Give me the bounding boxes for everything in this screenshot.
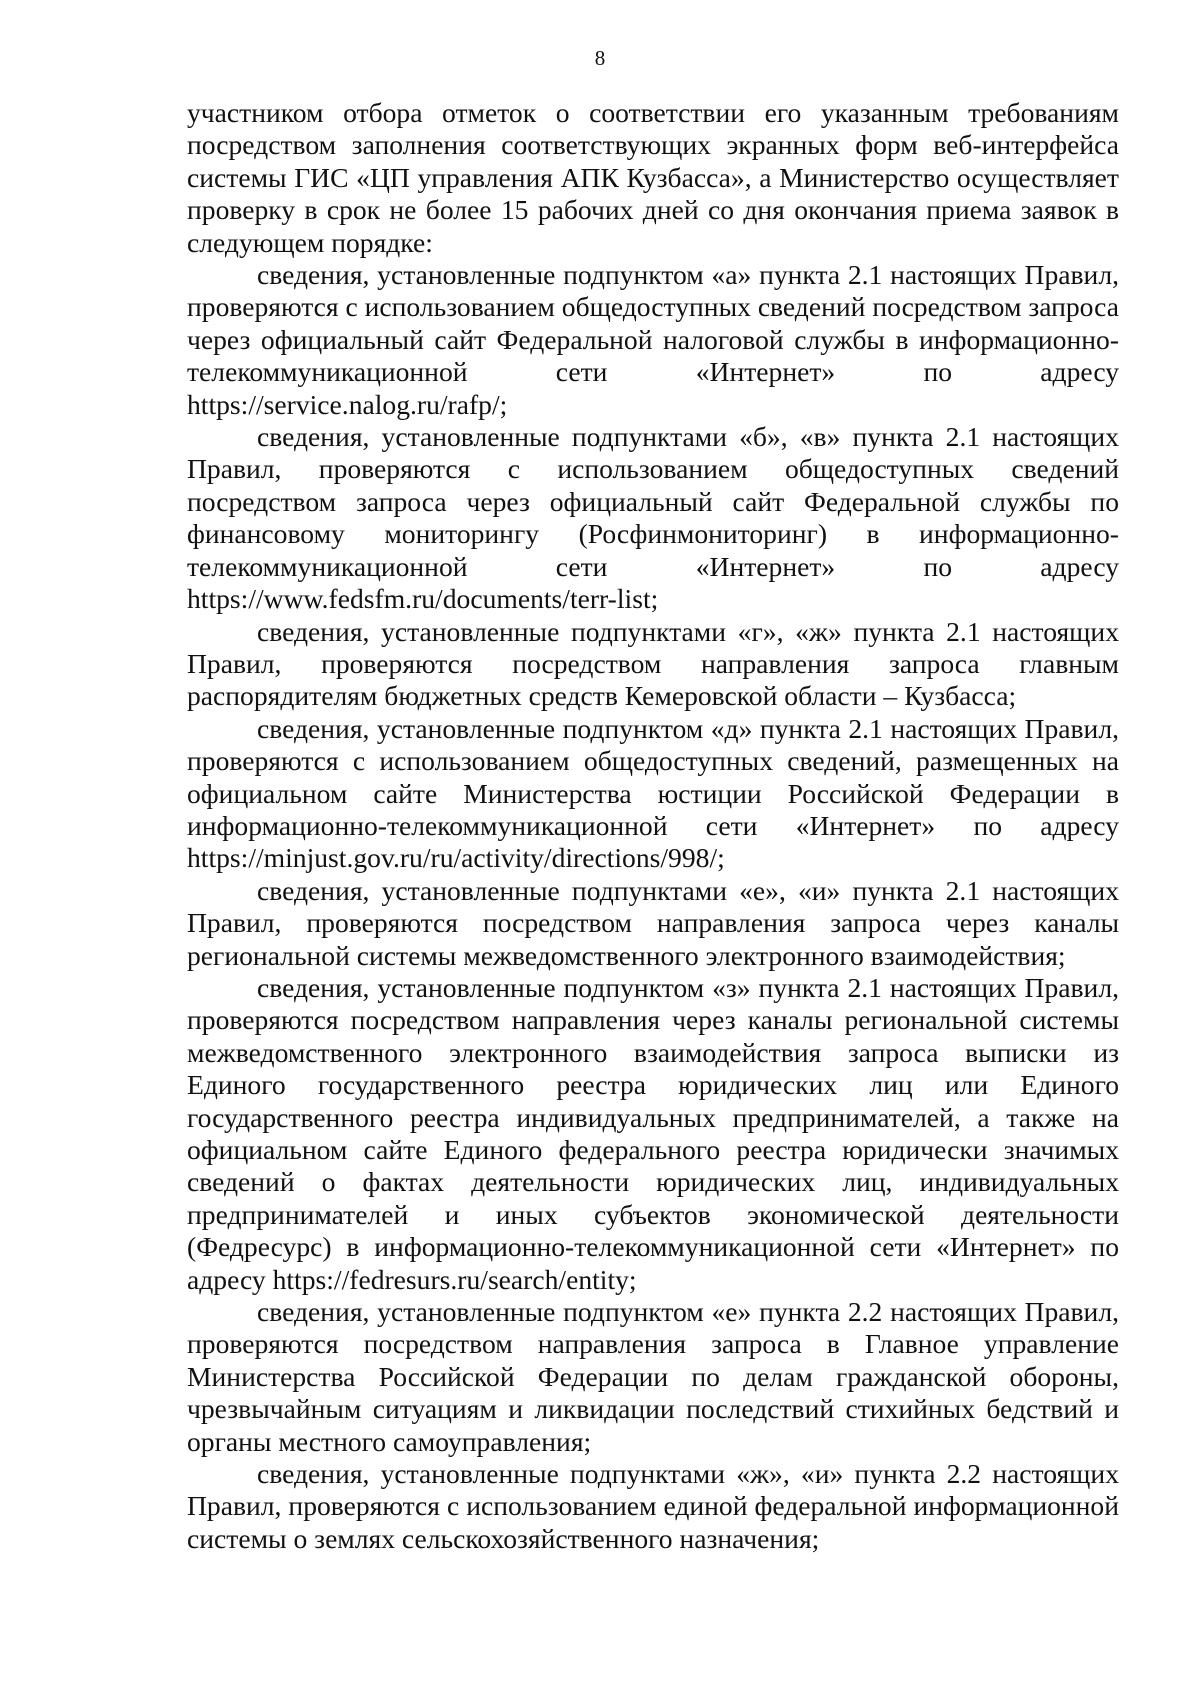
paragraph: участником отбора отметок о соответствии его указанным требованиям посредством заполнения соответствующих экранных форм веб-интерфейса системы ГИС «ЦП управления АПК Кузбасса», а Министерство осуществляет проверку в срок не более 15 рабочих дней со дня окончания приема заявок в следующем порядке: bbox=[187, 97, 1119, 258]
paragraph: сведения, установленные подпунктами «г», «ж» пункта 2.1 настоящих Правил, проверяются посредством направления запроса главным распорядителям бюджетных средств Кемеровской области – Кузбасса; bbox=[187, 615, 1119, 712]
paragraph: сведения, установленные подпунктами «ж», «и» пункта 2.2 настоящих Правил, проверяются с использованием единой федеральной информационной системы о землях сельскохозяйственного назначения; bbox=[187, 1458, 1119, 1554]
paragraph: сведения, установленные подпунктами «е», «и» пункта 2.1 настоящих Правил, проверяются посредством направления запроса через каналы региональной системы межведомственного электронного взаимодействия; bbox=[187, 874, 1119, 971]
paragraph: сведения, установленные подпунктом «е» пункта 2.2 настоящих Правил, проверяются посредством направления запроса в Главное управление Министерства Российской Федерации по делам гражданской обороны, чрезвычайным ситуациям и ликвидации последствий стихийных бедствий и органы местного самоуправления; bbox=[187, 1296, 1119, 1457]
document-body bbox=[187, 97, 1119, 1555]
paragraph: сведения, установленные подпунктом «а» пункта 2.1 настоящих Правил, проверяются с использованием общедоступных сведений посредством запроса через официальный сайт Федеральной налоговой службы в информационно-телекоммуникационной сети «Интернет» по адресу https://service.nalog.ru/rafp/; bbox=[187, 259, 1119, 420]
paragraph: сведения, установленные подпунктом «д» пункта 2.1 настоящих Правил, проверяются с использованием общедоступных сведений, размещенных на официальном сайте Министерства юстиции Российской Федерации в информационно-телекоммуникационной сети «Интернет» по адресу https://minjust.gov.ru/ru/activity/directions/998/; bbox=[187, 712, 1119, 874]
paragraph: сведения, установленные подпунктами «б», «в» пункта 2.1 настоящих Правил, проверяются с использованием общедоступных сведений посредством запроса через официальный сайт Федеральной службы по финансовому мониторингу (Росфинмониторинг) в информационно-телекоммуникационной сети «Интернет» по адресу https://www.fedsfm.ru/documents/terr-list; bbox=[187, 421, 1119, 615]
paragraph: сведения, установленные подпунктом «з» пункта 2.1 настоящих Правил, проверяются посредством направления через каналы региональной системы межведомственного электронного взаимодействия запроса выписки из Единого государственного реестра юридических лиц или Единого государственного реестра индивидуальных предпринимателей, а также на официальном сайте Единого федерального реестра юридически значимых сведений о фактах деятельности юридических лиц, индивидуальных предпринимателей и иных субъектов экономической деятельности (Федресурс) в информационно-телекоммуникационной сети «Интернет» по адресу https://fedresurs.ru/search/entity; bbox=[187, 971, 1119, 1295]
page-number: 8 bbox=[594, 46, 606, 70]
